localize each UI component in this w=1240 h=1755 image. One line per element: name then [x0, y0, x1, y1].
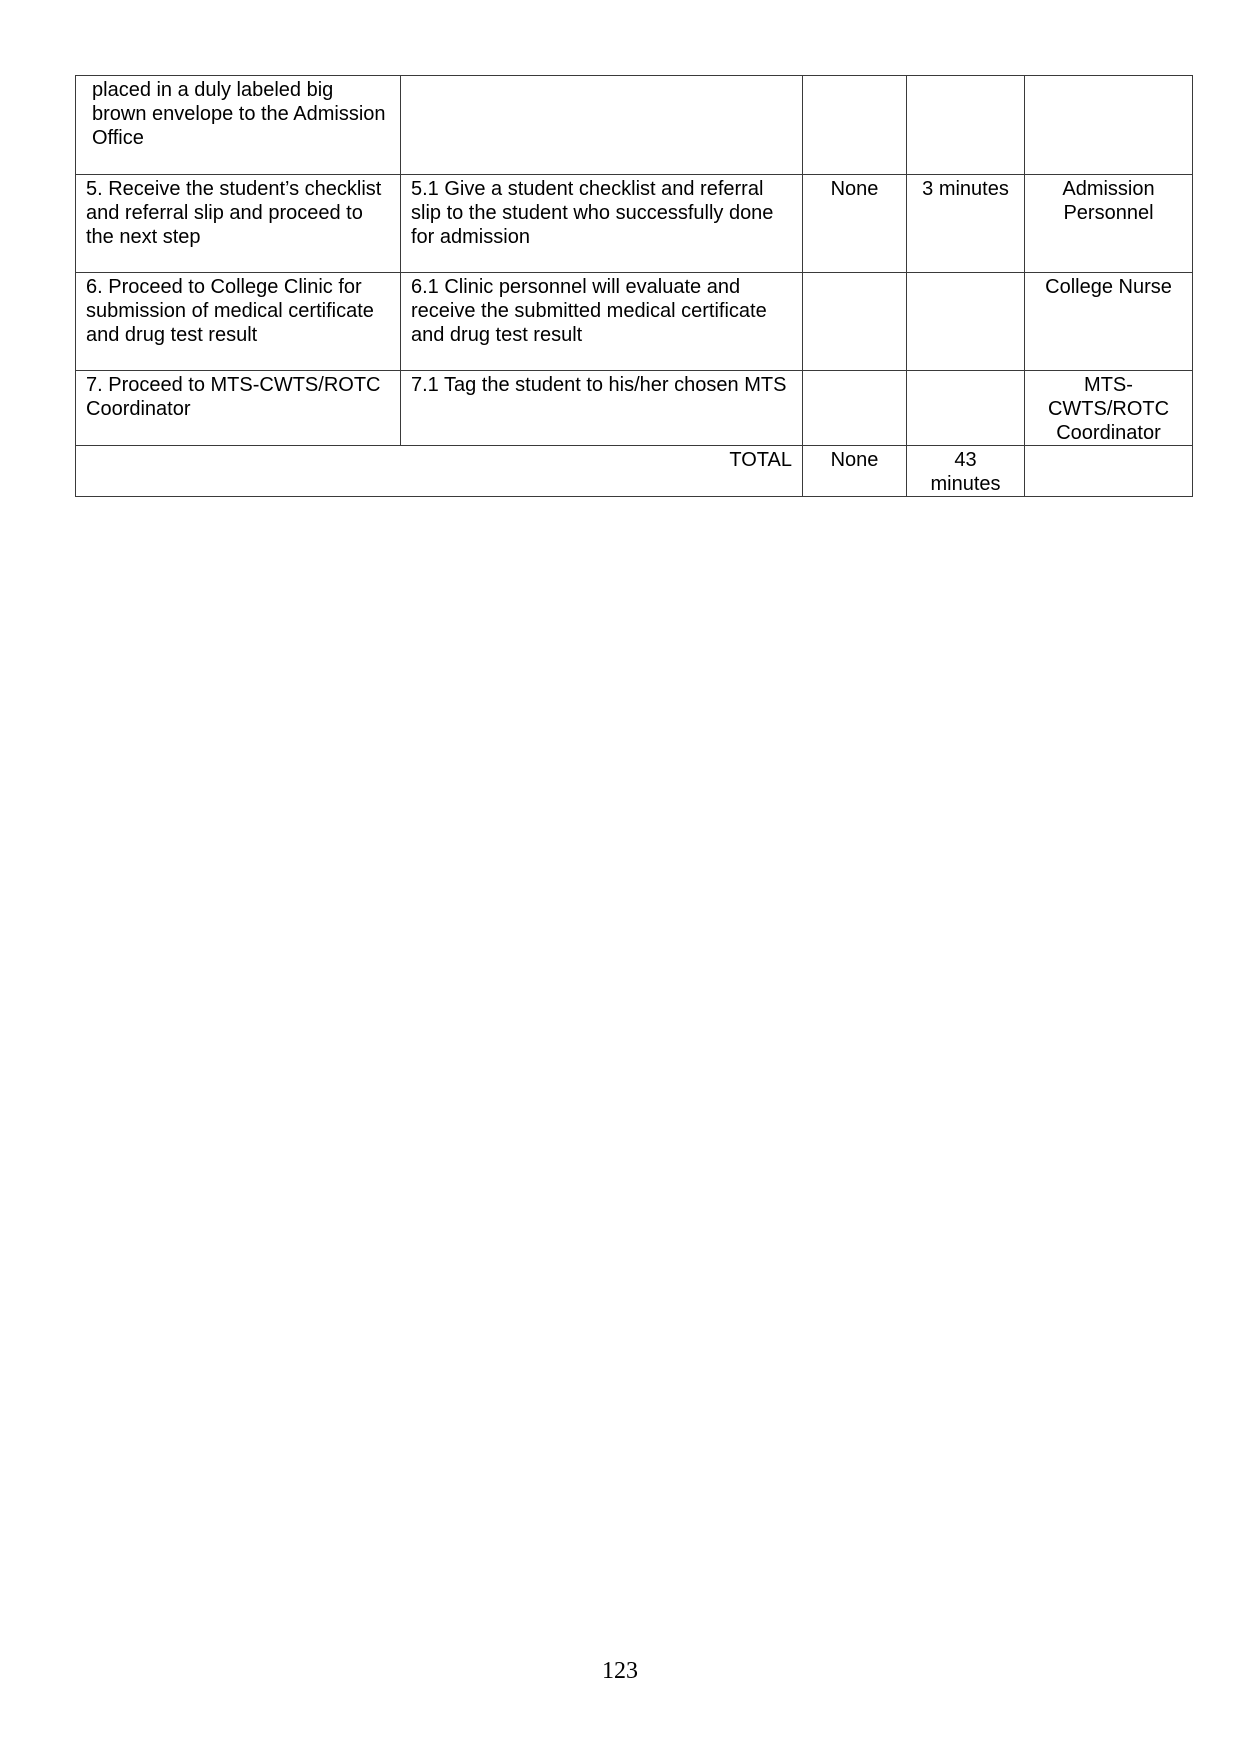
total-processing-time: 43 minutes [907, 446, 1025, 497]
fees-cell: None [803, 175, 907, 273]
processing-time-cell [907, 273, 1025, 371]
process-table [75, 75, 1193, 497]
person-responsible-cell: College Nurse [1025, 273, 1193, 371]
table-row [76, 76, 1193, 175]
agency-action-cell: 7.1 Tag the student to his/her chosen MTS [401, 371, 803, 446]
agency-action-cell [401, 76, 803, 175]
person-responsible-cell: MTS-CWTS/ROTC Coordinator [1025, 371, 1193, 446]
processing-time-cell [907, 371, 1025, 446]
agency-action-cell: 5.1 Give a student checklist and referral slip to the student who successfully done for admission [401, 175, 803, 273]
fees-cell [803, 273, 907, 371]
table-row [76, 175, 1193, 273]
total-label: TOTAL [76, 446, 803, 497]
total-row [76, 446, 1193, 497]
client-step-cell: 7. Proceed to MTS-CWTS/ROTC Coordinator [76, 371, 401, 446]
agency-action-cell: 6.1 Clinic personnel will evaluate and receive the submitted medical certificate and drug test result [401, 273, 803, 371]
client-step-cell: 6. Proceed to College Clinic for submission of medical certificate and drug test result [76, 273, 401, 371]
person-responsible-cell: Admission Personnel [1025, 175, 1193, 273]
total-person-responsible [1025, 446, 1193, 497]
table-row [76, 273, 1193, 371]
table-row [76, 371, 1193, 446]
client-step-cell: placed in a duly labeled big brown envelope to the Admission Office [76, 76, 401, 175]
fees-cell [803, 76, 907, 175]
processing-time-cell: 3 minutes [907, 175, 1025, 273]
fees-cell [803, 371, 907, 446]
person-responsible-cell [1025, 76, 1193, 175]
page-number: 123 [602, 1658, 638, 1684]
processing-time-cell [907, 76, 1025, 175]
client-step-cell: 5. Receive the student’s checklist and referral slip and proceed to the next step [76, 175, 401, 273]
total-fees: None [803, 446, 907, 497]
